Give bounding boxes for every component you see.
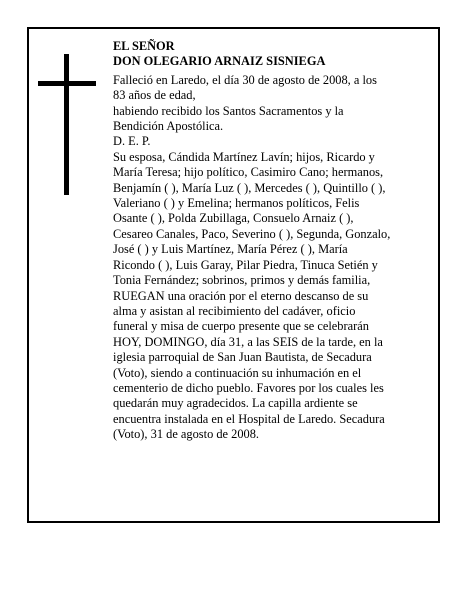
body-line: José ( ) y Luis Martínez, María Pérez ( ), María bbox=[113, 242, 348, 257]
body-line: quedarán muy agradecidos. La capilla ardiente se bbox=[113, 396, 358, 411]
obituary-text bbox=[113, 39, 419, 443]
body-line: Valeriano ( ) y Emelina; hermanos políticos, Felis bbox=[113, 196, 360, 211]
body-line: Su esposa, Cándida Martínez Lavín; hijos, Ricardo y bbox=[113, 149, 375, 164]
obituary-title: EL SEÑOR bbox=[113, 39, 175, 53]
body-line: D. E. P. bbox=[113, 134, 151, 149]
body-line: Bendición Apostólica. bbox=[113, 119, 224, 134]
cross-icon-horizontal-bar bbox=[38, 81, 96, 86]
body-line: Falleció en Laredo, el día 30 de agosto de 2008, a los bbox=[113, 72, 377, 87]
body-line: alma y asistan al recibimiento del cadáver, oficio bbox=[113, 303, 356, 318]
body-line: cementerio de dicho pueblo. Favores por los cuales les bbox=[113, 380, 384, 395]
body-line: iglesia parroquial de San Juan Bautista, de Secadura bbox=[113, 350, 372, 365]
body-line: (Voto), siendo a continuación su inhumación en el bbox=[113, 365, 362, 380]
body-line: RUEGAN una oración por el eterno descanso de su bbox=[113, 288, 369, 303]
body-line: encuentra instalada en el Hospital de Laredo. Secadura bbox=[113, 411, 385, 426]
body-line: Ricondo ( ), Luis Garay, Pilar Piedra, Tinuca Setién y bbox=[113, 257, 378, 272]
cross-icon-vertical-bar bbox=[64, 54, 69, 195]
body-line: habiendo recibido los Santos Sacramentos y la bbox=[113, 103, 344, 118]
body-line: funeral y misa de cuerpo presente que se celebrarán bbox=[113, 319, 369, 334]
body-line: Osante ( ), Polda Zubillaga, Consuelo Arnaiz ( ), bbox=[113, 211, 354, 226]
body-line: HOY, DOMINGO, día 31, a las SEIS de la tarde, en la bbox=[113, 334, 383, 349]
body-line: Tonia Fernández; sobrinos, primos y demás familia, bbox=[113, 273, 371, 288]
body-line: (Voto), 31 de agosto de 2008. bbox=[113, 427, 260, 442]
body-line: María Teresa; hijo político, Casimiro Cano; hermanos, bbox=[113, 165, 384, 180]
body-line: 83 años de edad, bbox=[113, 88, 196, 103]
body-line: Benjamín ( ), María Luz ( ), Mercedes ( ), Quintillo ( ), bbox=[113, 180, 386, 195]
body-line: Cesareo Canales, Paco, Severino ( ), Segunda, Gonzalo, bbox=[113, 226, 391, 241]
deceased-name: DON OLEGARIO ARNAIZ SISNIEGA bbox=[113, 54, 326, 69]
